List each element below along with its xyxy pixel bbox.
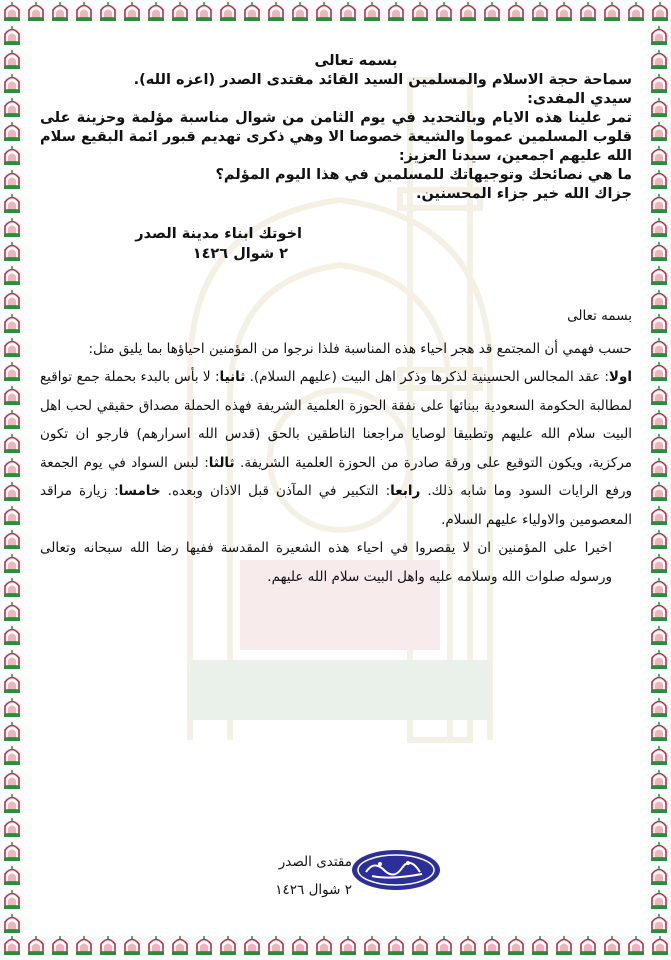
reply-intro: حسب فهمي أن المجتمع قد هجر احياء هذه المناسبة فلذا نرجوا من المؤمنين احياؤها بما يليق مثل: — [88, 340, 632, 357]
letter-basmala: بسمه تعالى — [314, 53, 398, 69]
letter-date: ٢ شوال ١٤٢٦ — [192, 246, 288, 262]
point-text-1: : عقد المجالس الحسينية لذكرها وذكر اهل البيت (عليهم السلام). — [245, 369, 609, 385]
reply-basmala: بسمه تعالى — [567, 308, 632, 324]
reply-signature: مقتدى الصدر — [278, 854, 352, 870]
decorative-border-right — [647, 0, 671, 960]
reply-letter — [40, 302, 632, 591]
reply-points — [40, 363, 632, 534]
point-text-3: : لبس السواد في يوم الجمعة ورفع الرايات السود وما شابه ذلك. — [40, 454, 632, 499]
letter-body: تمر علينا هذه الايام وبالتحديد في يوم الثامن من شوال مناسبة مؤلمة وحزينة على قلوب المسلمين عموما والشيعة خصوصا الا وهي ذكرى تهديم قبور ائمة البقيع سلام الله عليهم اجمعين، سيدنا العزيز: — [40, 110, 632, 164]
decorative-border-top — [0, 0, 671, 24]
point-text-2: : لا بأس بالبدء بحملة جمع تواقيع لمطالبة الحكومة السعودية ببنائها على نفقة الحوزة العلمية الشريفة فهذه الحملة مصداق حقيقي لحب اهل البيت سلام الله عليهم وتطبيقا لوصايا مراجعنا الناطقين بالحق (قدس الله اسرارهم) فارجو ان تكون مركزية، ويكون التوقيع على ورقة صادرة من الحوزة العلمية الشريفة. — [40, 369, 632, 471]
point-label-5: خامسا — [118, 483, 161, 499]
reply-signature-block — [275, 848, 352, 904]
point-label-2: ثانيا — [219, 369, 246, 385]
reply-closing: اخيرا على المؤمنين ان لا يقصروا في احياء هذه الشعيرة المقدسة ففيها رضا الله سبحانه وتعالى ورسوله صلوات الله وسلامه عليه واهل البيت سلام الله عليهم. — [40, 540, 612, 585]
letter-addressee: سماحة حجة الاسلام والمسلمين السيد القائد مقتدى الصدر (اعزه الله). — [133, 72, 632, 88]
point-label-4: رابعا — [390, 483, 421, 499]
point-text-5: : زيارة مراقد المعصومين والاولياء عليهم السلام. — [40, 483, 632, 528]
letter-thanks: جزاك الله خير جزاء المحسنين. — [415, 186, 632, 202]
decorative-border-bottom — [0, 934, 671, 958]
decorative-border-left — [0, 0, 24, 960]
letter-sender: اخوتك ابناء مدينة الصدر — [135, 226, 302, 242]
letter-salutation: سيدي المفدى: — [527, 91, 632, 107]
point-label-3: ثالثا — [208, 454, 235, 471]
official-seal-icon — [350, 848, 442, 892]
reply-date: ٢ شوال ١٤٢٦ — [275, 882, 352, 898]
reply-footer — [40, 842, 632, 922]
letter-question: ما هي نصائحك وتوجيهاتك للمسلمين في هذا اليوم المؤلم؟ — [215, 167, 632, 183]
letter-sender-block — [40, 224, 302, 264]
request-letter — [40, 52, 632, 264]
point-text-4: : التكبير في المآذن قبل الاذان وبعده. — [160, 483, 391, 499]
point-label-1: اولا — [608, 369, 632, 385]
